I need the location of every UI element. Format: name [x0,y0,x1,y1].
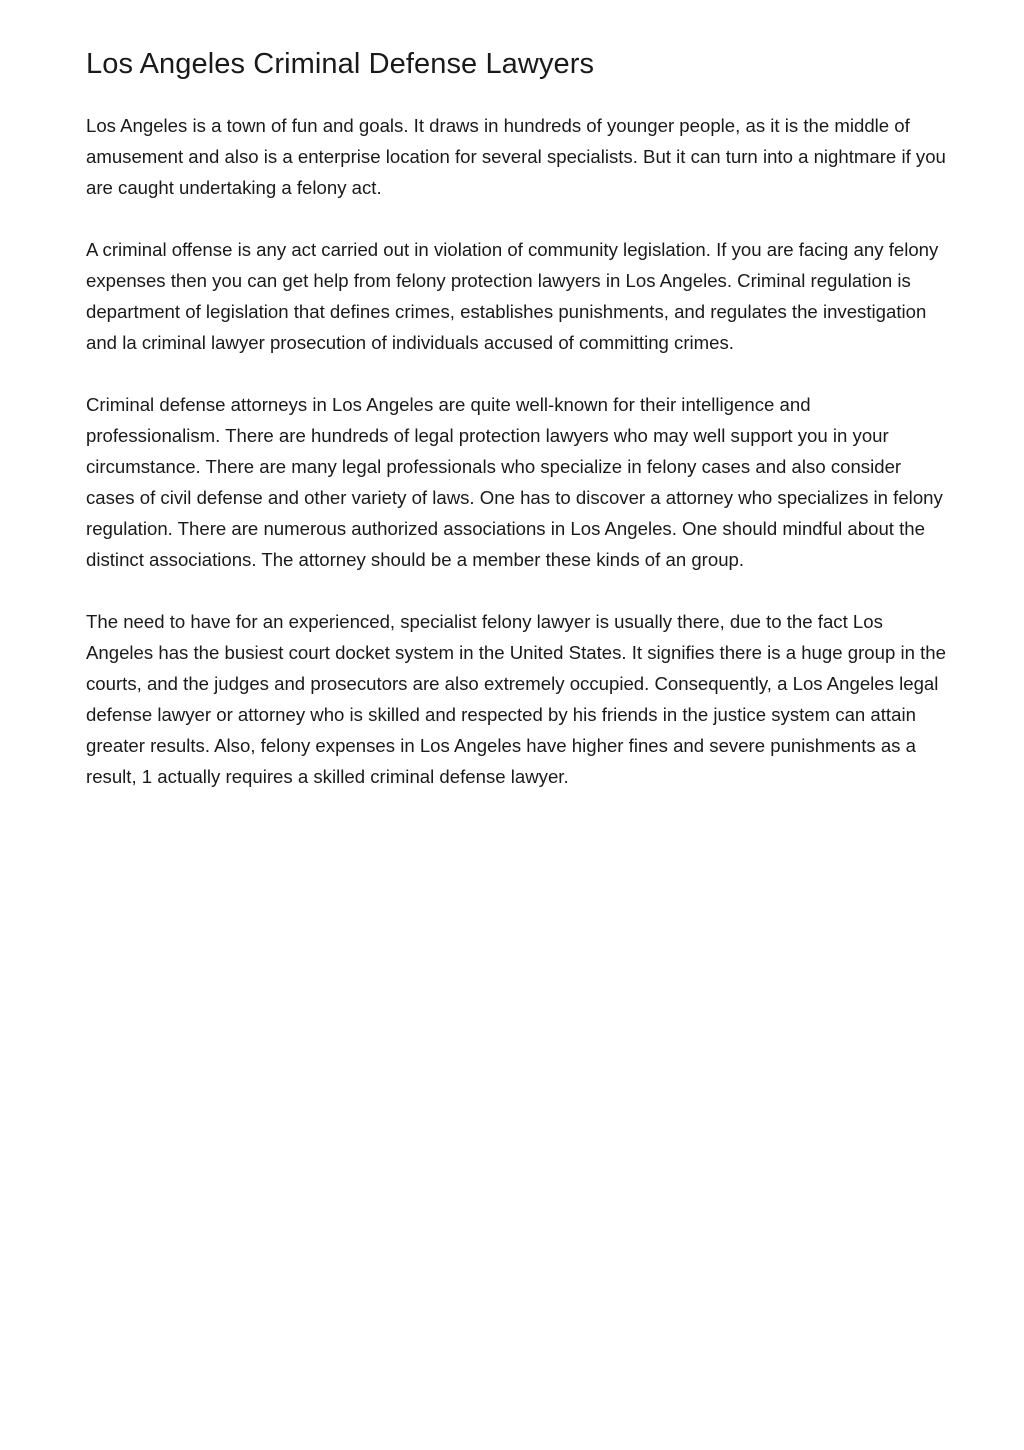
paragraph-need-for-lawyer: The need to have for an experienced, specialist felony lawyer is usually there, due to the fact Los Angeles has the busiest court docket system in the United States. It signifies there is a huge group in the courts, and the judges and prosecutors are also extremely occupied. Consequently, a Los Angeles legal defense lawyer or attorney who is skilled and respected by his friends in the justice system can attain greater results. Also, felony expenses in Los Angeles have higher fines and severe punishments as a result, 1 actually requires a skilled criminal defense lawyer. [86,611,946,787]
paragraph-intro: Los Angeles is a town of fun and goals. It draws in hundreds of younger people, as it is the middle of amusement and also is a enterprise location for several specialists. But it can turn into a nightmare if you are caught undertaking a felony act. [86,115,946,198]
paragraph-criminal-offense: A criminal offense is any act carried out in violation of community legislation. If you are facing any felony expenses then you can get help from felony protection lawyers in Los Angeles. Criminal regulation is department of legislation that defines crimes, establishes punishments, and regulates the investigation and la criminal lawyer prosecution of individuals accused of committing crimes. [86,239,939,353]
paragraph-defense-attorneys: Criminal defense attorneys in Los Angeles are quite well-known for their intelligence and professionalism. There are hundreds of legal protection lawyers who may well support you in your circumstance. There are many legal professionals who specialize in felony cases and also consider cases of civil defense and other variety of laws. One has to discover a attorney who specializes in felony regulation. There are numerous authorized associations in Los Angeles. One should mindful about the distinct associations. The attorney should be a member these kinds of an group. [86,394,943,570]
page-title: Los Angeles Criminal Defense Lawyers [86,48,595,80]
document-page [86,44,946,823]
